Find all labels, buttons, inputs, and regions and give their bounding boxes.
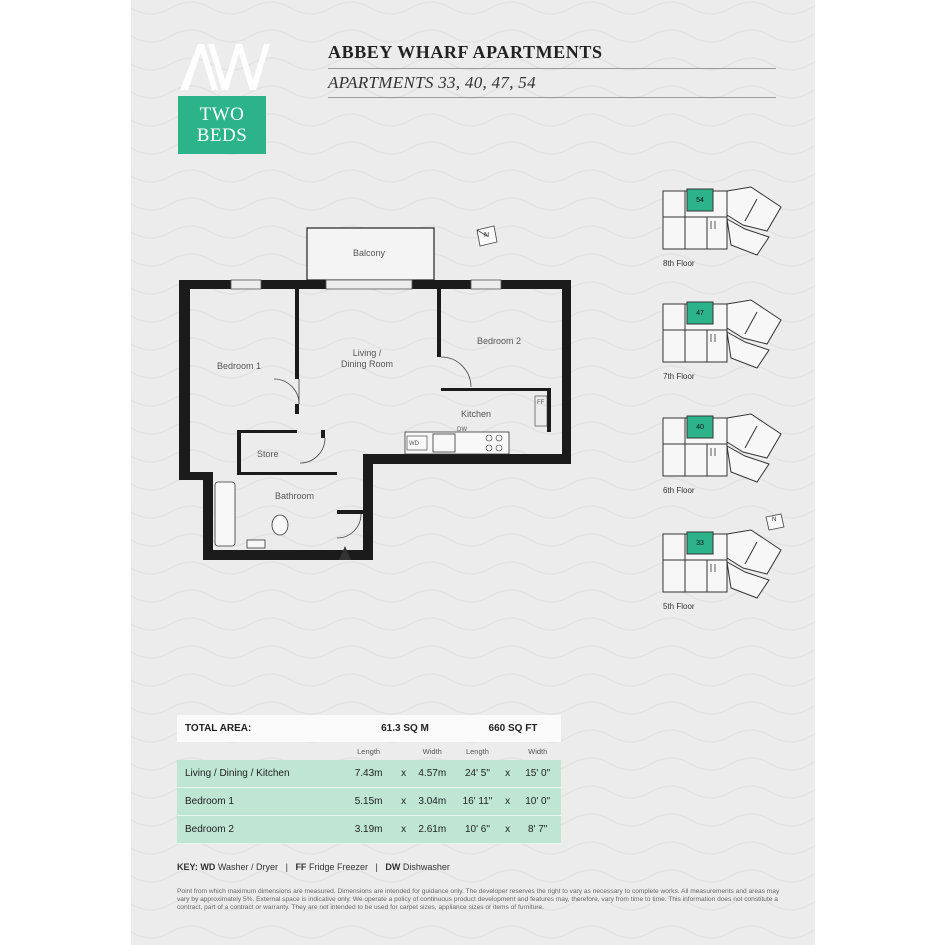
wd-label: WD (409, 441, 419, 447)
floor-plan (171, 220, 581, 575)
title-divider (328, 68, 776, 69)
badge-line1: TWO (199, 104, 245, 125)
key-sep-2: | (375, 862, 378, 872)
total-sqm: 61.3 SQ M (381, 723, 429, 734)
table-row (177, 788, 561, 816)
aw-logo (178, 40, 270, 92)
key-dw-abbr: DW (385, 862, 401, 872)
floor-plan-drawing (171, 220, 581, 570)
area-table-subheader (177, 742, 561, 760)
row-room-name: Bedroom 2 (185, 824, 234, 835)
ff-label: FF (537, 400, 545, 406)
total-area-label: TOTAL AREA: (185, 723, 252, 734)
row-width-ft: 8' 7" (528, 824, 548, 835)
key-ff-abbr: FF (295, 862, 307, 872)
table-row (177, 760, 561, 788)
area-table-header (177, 715, 561, 742)
key-ff-text: Fridge Freezer (308, 862, 368, 872)
room-living-label: Living / Dining Room (341, 348, 394, 369)
room-bedroom1-label: Bedroom 1 (217, 361, 262, 371)
svg-text:47: 47 (696, 310, 704, 317)
row-times: x (401, 824, 407, 835)
row-length-ft: 10' 6" (464, 824, 490, 835)
key-label: KEY: (177, 862, 198, 872)
subheader-length-m: Length (357, 746, 381, 756)
row-width-m: 4.57m (418, 768, 447, 779)
subheader-length-ft: Length (465, 746, 489, 756)
disclaimer: Point from which maximum dimensions are measured. Dimensions are intended for guidance only. The developer reserves the right to vary as necessary to complete works. All measurements and areas may vary by approximately 5%. External space is indicative only. We operate a policy of continuous product development and features may, therefore, vary from time to time. This information does not constitute a contract, part of a contract or warranty. They are not intended to be used for carpet sizes, appliance sizes or items of furniture. (177, 888, 780, 911)
key-sep-1: | (285, 862, 288, 872)
row-width-ft: 10' 0" (525, 796, 551, 807)
row-times: x (505, 768, 511, 779)
area-table (177, 715, 561, 844)
row-times: x (401, 796, 407, 807)
area-table-rows (177, 760, 561, 844)
svg-text:40: 40 (696, 424, 704, 431)
key-plan-40 (661, 412, 791, 502)
row-times: x (505, 796, 511, 807)
row-width-m: 2.61m (418, 824, 447, 835)
key-plan-floor-label: 7th Floor (663, 372, 695, 381)
room-bathroom-label: Bathroom (275, 491, 315, 501)
room-store-label: Store (257, 449, 279, 459)
row-length-ft: 24' 5" (464, 768, 490, 779)
total-sqft: 660 SQ FT (488, 723, 538, 734)
svg-text:54: 54 (696, 197, 704, 204)
row-room-name: Living / Dining / Kitchen (185, 768, 290, 779)
room-balcony-label: Balcony (353, 248, 386, 258)
key-plan-47 (661, 298, 791, 388)
page-title: ABBEY WHARF APARTMENTS (328, 42, 603, 62)
key-legend (177, 862, 450, 872)
row-length-m: 7.43m (354, 768, 383, 779)
north-label: N (484, 232, 490, 239)
keyplan-north-label: N (772, 517, 777, 523)
row-times: x (401, 768, 407, 779)
subheader-width-ft: Width (528, 746, 548, 756)
svg-text:33: 33 (696, 540, 704, 547)
table-row (177, 816, 561, 844)
row-room-name: Bedroom 1 (185, 796, 234, 807)
dw-label: DW (457, 427, 467, 433)
key-dw-text: Dishwasher (402, 862, 450, 872)
row-width-ft: 15' 0" (525, 768, 551, 779)
room-bedroom2-label: Bedroom 2 (477, 336, 522, 346)
subheader-width-m: Width (422, 746, 442, 756)
row-length-m: 3.19m (354, 824, 383, 835)
key-plan-floor-label: 6th Floor (663, 486, 695, 495)
key-wd-text: Washer / Dryer (217, 862, 279, 872)
key-plan-floor-label: 8th Floor (663, 259, 695, 268)
page-subtitle: APARTMENTS 33, 40, 47, 54 (328, 73, 536, 92)
row-length-m: 5.15m (354, 796, 383, 807)
row-length-ft: 16' 11" (462, 796, 493, 807)
row-width-m: 3.04m (418, 796, 447, 807)
two-beds-badge (178, 96, 266, 154)
brochure-sheet (131, 0, 815, 945)
key-wd-abbr: WD (200, 862, 216, 872)
row-times: x (505, 824, 511, 835)
subtitle-divider (328, 97, 776, 98)
key-plan-54 (661, 185, 791, 275)
key-plan-33 (661, 528, 791, 618)
key-plan-floor-label: 5th Floor (663, 602, 695, 611)
room-kitchen-label: Kitchen (461, 409, 492, 419)
badge-line2: BEDS (196, 125, 248, 146)
